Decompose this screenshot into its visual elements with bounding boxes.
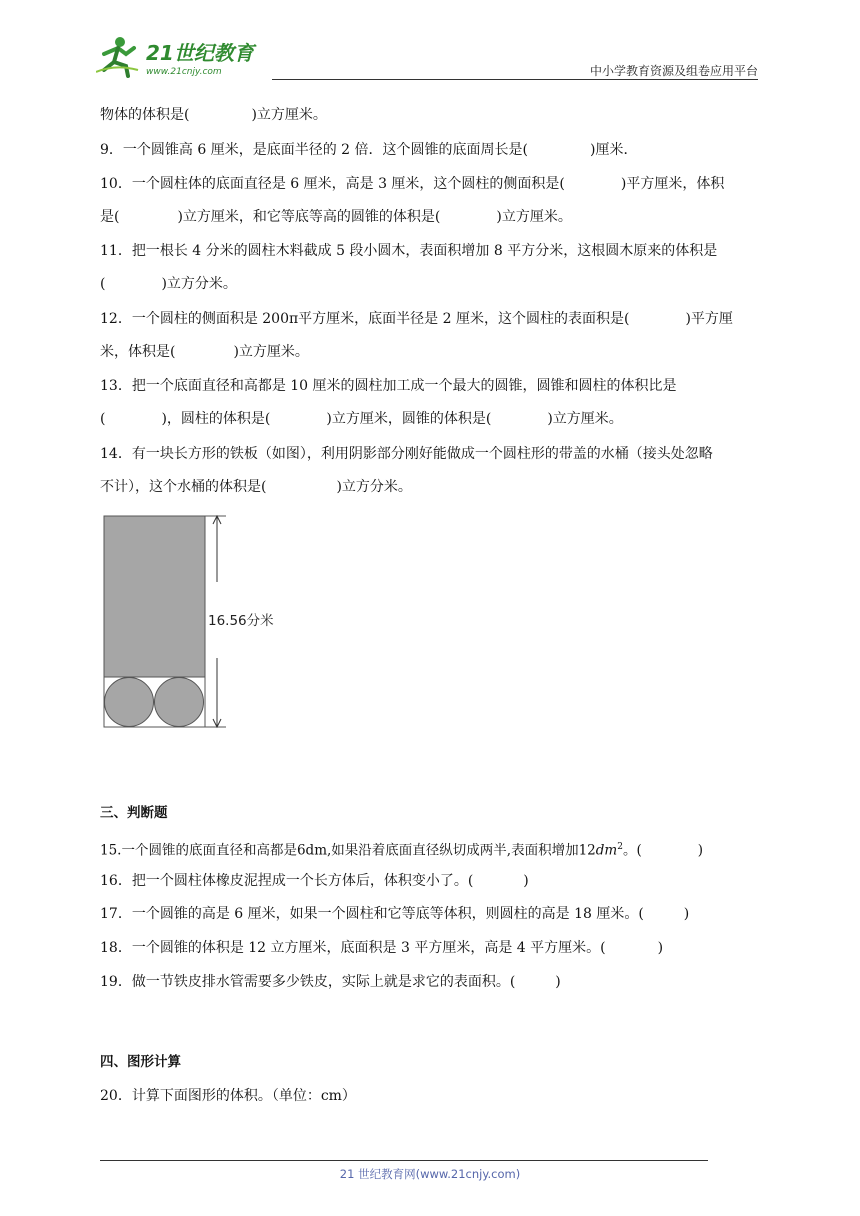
shaded-rectangle (104, 516, 205, 677)
question-20: 20．计算下面图形的体积。（单位：cm） (100, 1088, 356, 1104)
question-12-line-2: 米，体积是( )立方厘米。 (100, 344, 309, 360)
runner-icon (96, 37, 138, 76)
footer-rule (100, 1160, 708, 1161)
section-4-title: 四、图形计算 (100, 1054, 181, 1070)
page-header (96, 28, 758, 80)
header-rule (272, 79, 758, 80)
circle-left (105, 678, 154, 727)
dimension-label: 16.56分米 (208, 613, 274, 629)
question-14-line-1: 14．有一块长方形的铁板（如图），利用阴影部分刚好能做成一个圆柱形的带盖的水桶（接头处忽略 (100, 446, 713, 462)
question-9: 9．一个圆锥高 6 厘米，是底面半径的 2 倍．这个圆锥的底面周长是( )厘米． (100, 142, 638, 158)
question-13-line-1: 13．把一个底面直径和高都是 10 厘米的圆柱加工成一个最大的圆锥，圆锥和圆柱的体积比是 (100, 378, 677, 394)
logo-url: www.21cnjy.com (146, 67, 222, 77)
q8-tail: 物体的体积是( )立方厘米。 (100, 107, 327, 123)
question-11-line-2: ( )立方分米。 (100, 276, 237, 292)
header-platform-text: 中小学教育资源及组卷应用平台 (589, 64, 758, 78)
logo-text: 21世纪教育 (146, 41, 254, 65)
iron-sheet-figure (100, 514, 280, 734)
question-18: 18．一个圆锥的体积是 12 立方厘米，底面积是 3 平方厘米，高是 4 平方厘米。( ) (100, 940, 664, 956)
question-15: 15.一个圆锥的底面直径和高都是6dm,如果沿着底面直径纵切成两半,表面积增加$12dm^2$。( ) (100, 842, 704, 859)
logo-21cnjy (96, 34, 271, 78)
question-16: 16．把一个圆柱体橡皮泥捏成一个长方体后，体积变小了。( ) (100, 873, 529, 889)
question-19: 19．做一节铁皮排水管需要多少铁皮，实际上就是求它的表面积。( ) (100, 974, 561, 990)
question-14-line-2: 不计），这个水桶的体积是( )立方分米。 (100, 479, 412, 495)
question-17: 17．一个圆锥的高是 6 厘米，如果一个圆柱和它等底等体积，则圆柱的高是 18 厘米。( ) (100, 906, 690, 922)
circle-right (155, 678, 204, 727)
question-12-line-1: 12．一个圆柱的侧面积是 200π平方厘米，底面半径是 2 厘米，这个圆柱的表面积是( )平方厘 (100, 311, 733, 327)
question-13-line-2: ( )，圆柱的体积是( )立方厘米，圆锥的体积是( )立方厘米。 (100, 411, 623, 427)
footer-text: 21 世纪教育网(www.21cnjy.com) (339, 1167, 521, 1181)
question-11-line-1: 11．把一根长 4 分米的圆柱木料截成 5 段小圆木，表面积增加 8 平方分米，这根圆木原来的体积是 (100, 243, 718, 259)
section-3-title: 三、判断题 (100, 805, 168, 821)
question-10-line-1: 10．一个圆柱体的底面直径是 6 厘米，高是 3 厘米，这个圆柱的侧面积是( )平方厘米，体积 (100, 176, 725, 192)
question-10-line-2: 是( )立方厘米，和它等底等高的圆锥的体积是( )立方厘米。 (100, 209, 572, 225)
